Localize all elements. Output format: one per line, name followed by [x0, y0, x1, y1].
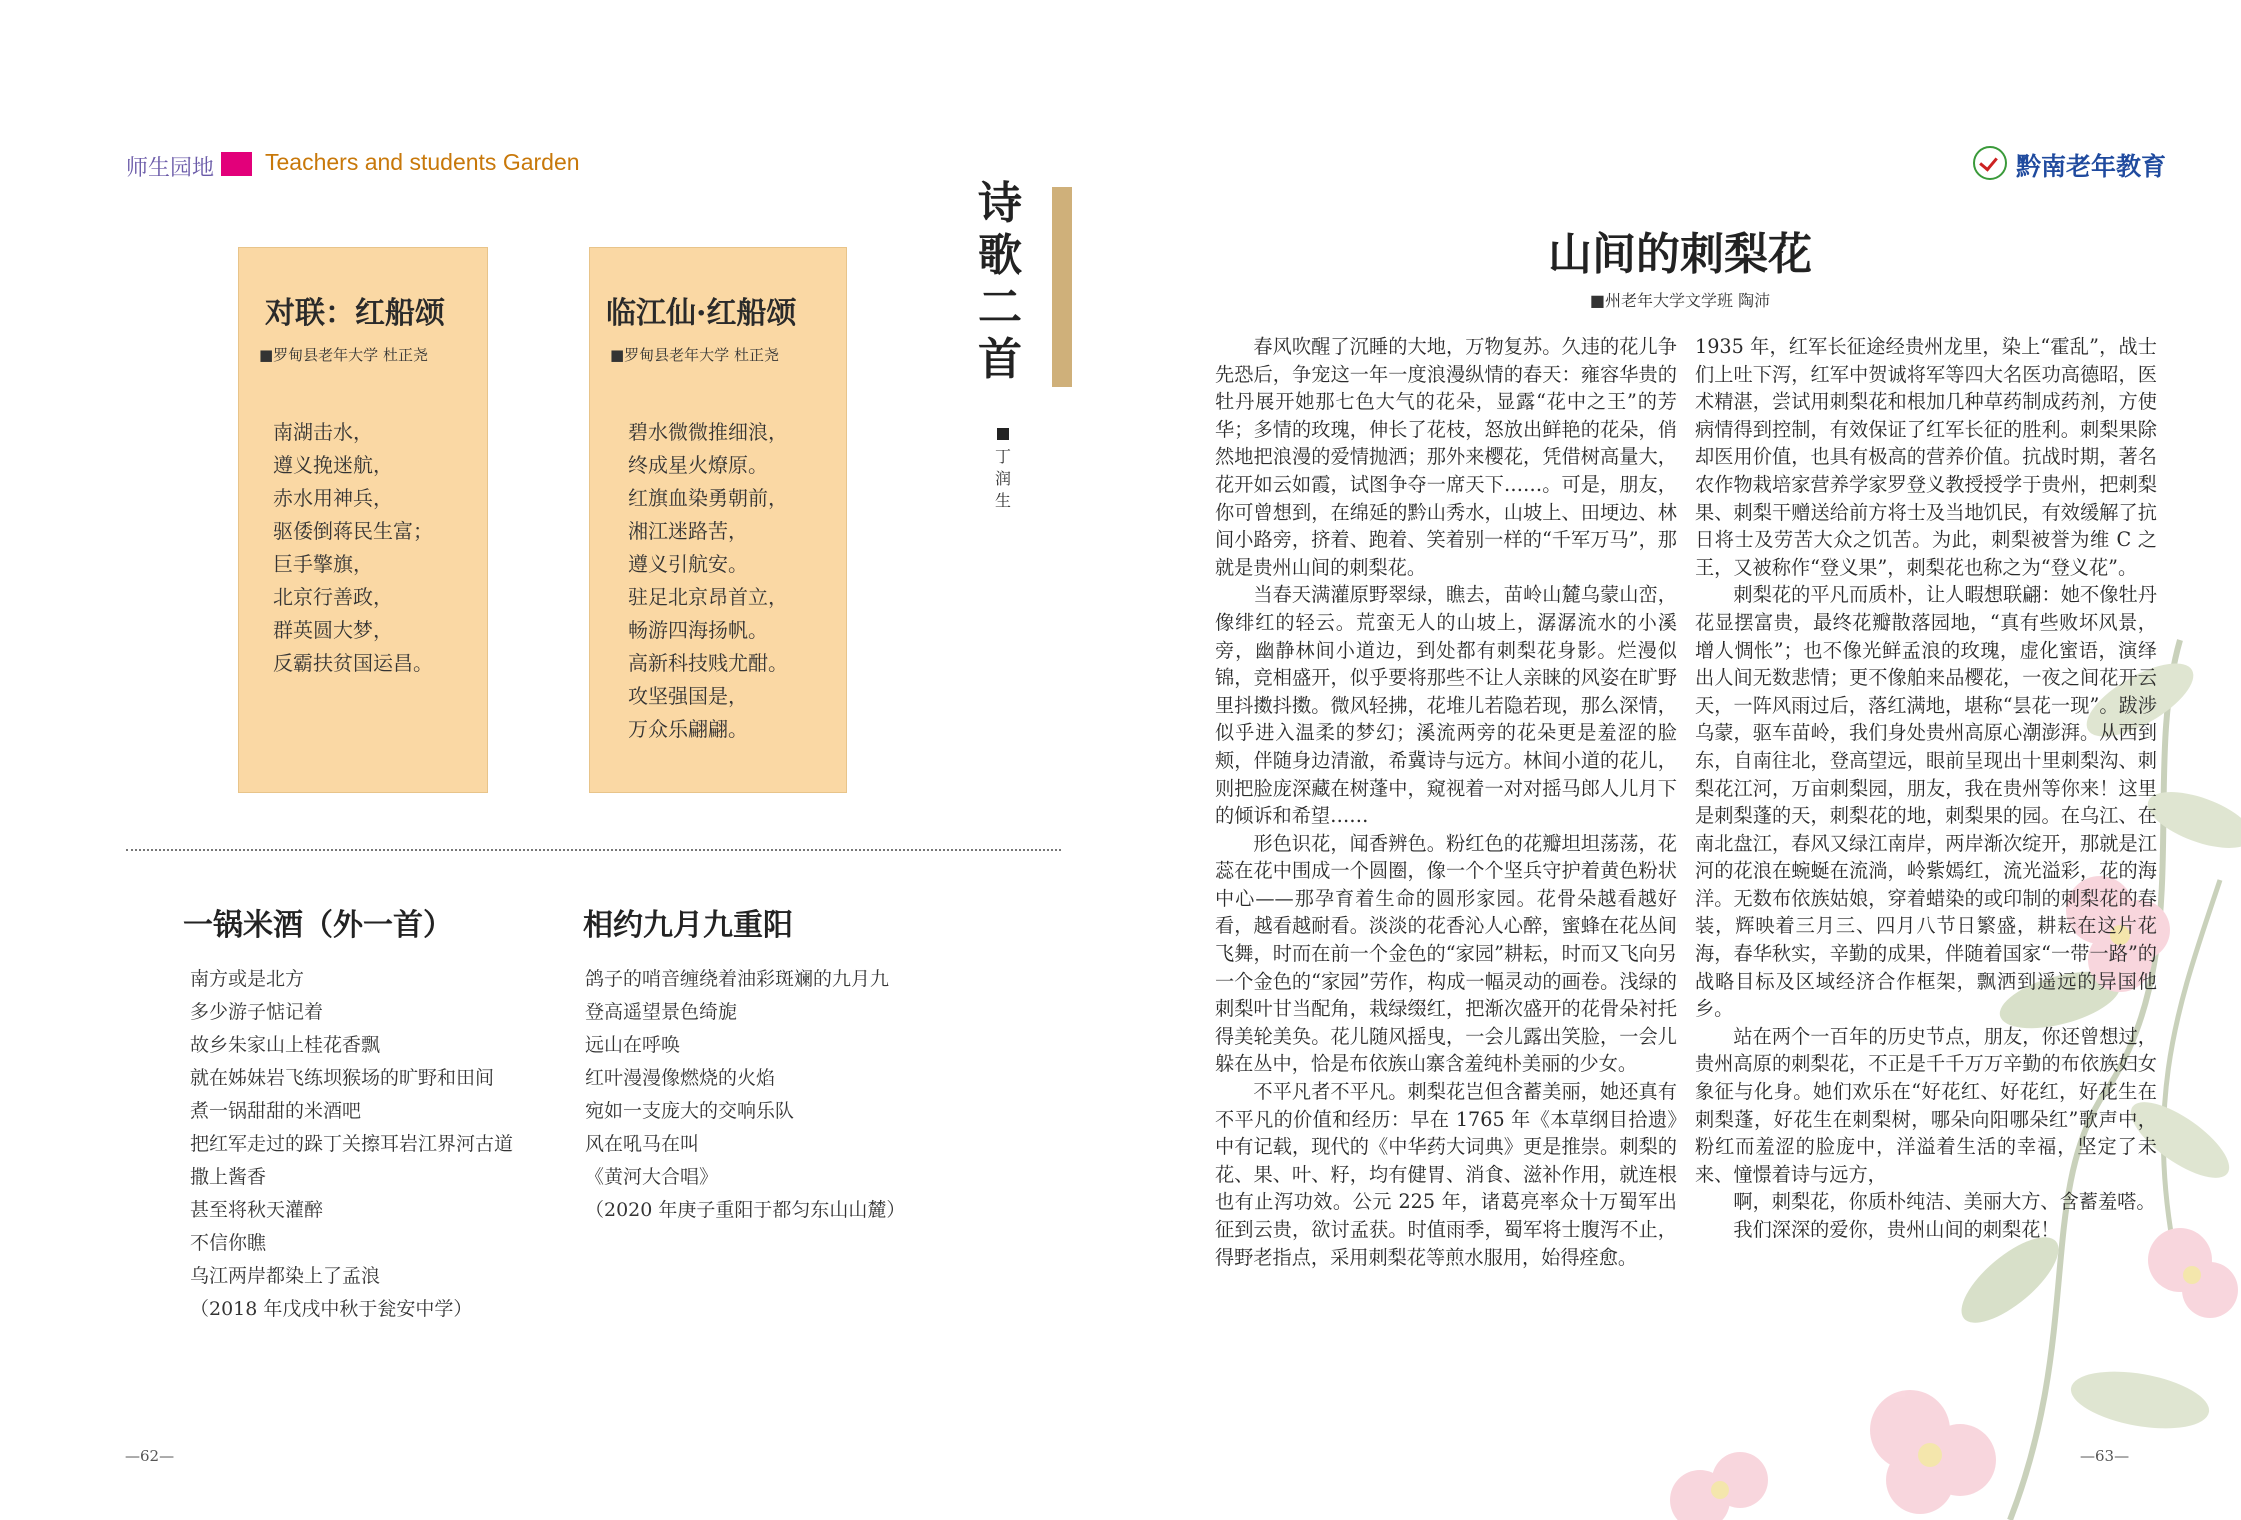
poem-line: 多少游子惦记着: [190, 1001, 324, 1023]
article-paragraph: 刺梨花的平凡而质朴，让人暇想联翩：她不像牡丹花显摆富贵，最终花瓣散落园地，“真有些败坏风景，增人惆怅”；也不像光鲜孟浪的玫瑰，虚化蜜语，演绎出人间无数悲情；更不像舶来品樱花，一夜之间花开云天，一阵风雨过后，落红满地，堪称“昙花一现”。跋涉乌蒙，驱车苗岭，我们身处贵州高原心潮澎湃。从西到东，自南往北，登高望远，眼前呈现出十里刺梨沟、刺梨花江河，万亩刺梨园，朋友，我在贵州等你来！这里是刺梨蓬的天，刺梨花的地，刺梨果的园。在乌江、在南北盘江，春风又绿江南岸，两岸渐次绽开，那就是江河的花浪在蜿蜒在流淌，岭紫嫣红，流光溢彩，花的海洋。无数布依族姑娘，穿着蜡染的或印制的刺梨花的春装，辉映着三月三、四月八节日繁盛，耕耘在这片花海，春华秋实，辛勤的成果，伴随着国家“一带一路”的战略目标及区域经济合作框架，飘洒到遥远的异国他乡。: [1695, 583, 2157, 1021]
poem-line: （2020 年庚子重阳于都匀东山山麓）: [585, 1199, 906, 1221]
poem-line: 终成星火燎原。: [628, 453, 768, 477]
vertical-char: 生: [994, 491, 1011, 510]
poem-line: 湘江迷路苦，: [628, 519, 748, 543]
title-accent-bar: [1052, 187, 1072, 387]
poem-author: ■罗甸县老年大学 杜正尧: [610, 346, 779, 364]
poem-title: 相约九月九重阳: [583, 908, 793, 943]
author-marker: [997, 428, 1009, 440]
poem-4-lines: [585, 963, 905, 1227]
vertical-char: 二: [978, 282, 1022, 333]
poem-line: 驱倭倒蒋民生富；: [273, 519, 433, 543]
poem-title: 对联：红船颂: [265, 296, 445, 331]
poem-line: 赤水用神兵，: [273, 486, 393, 510]
poem-line: （2018 年戊戌中秋于瓮安中学）: [190, 1298, 473, 1320]
poem-line: 红叶漫漫像燃烧的火焰: [585, 1067, 776, 1089]
poem-line: 攻坚强国是，: [628, 684, 748, 708]
article-paragraph: 不平凡者不平凡。刺梨花岂但含蓄美丽，她还真有不平凡的价值和经历：早在 1765 年《本草纲目拾遗》中有记载，现代的《中华药大词典》更是推崇。刺梨的花、果、叶、籽，均有健胃、消食、滋补作用，就连根也有止泻功效。公元 225 年，诸葛亮率众十万蜀军出征到云贵，欲讨孟获。时值雨季，蜀军将士腹泻不止，得野老指点，采用刺梨花等煎水服用，始得痊愈。: [1215, 1080, 1677, 1269]
author-chars: [993, 446, 1013, 512]
article-paragraph: 我们深深的爱你，贵州山间的刺梨花！: [1733, 1218, 2060, 1241]
poem-lines: [628, 416, 788, 746]
vertical-char: 诗: [978, 178, 1022, 229]
article-byline: ■州老年大学文学班 陶沛: [1589, 291, 1771, 310]
vertical-char: 丁: [994, 447, 1011, 466]
section-marker: [221, 152, 252, 176]
poem-line: 撒上酱香: [190, 1166, 267, 1188]
article-paragraph: 形色识花，闻香辨色。粉红色的花瓣坦坦荡荡，花蕊在花中围成一个圆圈，像一个个坚兵守护着黄色粉状中心——那孕育着生命的圆形家园。花骨朵越看越好看，越看越耐看。淡淡的花香沁人心醉，蜜蜂在花丛间飞舞，时而在前一个金色的“家园”耕耘，时而又飞向另一个金色的“家园”劳作，构成一幅灵动的画卷。浅绿的刺梨叶甘当配角，栽绿缀红，把渐次盛开的花骨朵衬托得美轮美奂。花儿随风摇曳，一会儿露出笑脸，一会儿躲在丛中，恰是布依族山寨含羞纯朴美丽的少女。: [1215, 831, 1677, 1076]
article-paragraph: 春风吹醒了沉睡的大地，万物复苏。久违的花儿争先恐后，争宠这一年一度浪漫纵情的春天：雍容华贵的牡丹展开她那七色大气的花朵，显露“花中之王”的芳华；多情的玫瑰，伸长了花枝，怒放出鲜艳的花朵，俏然地把浪漫的爱情抛洒；那外来樱花，凭借树高量大，花开如云如霞，试图争夺一席天下……。可是，朋友，你可曾想到，在绵延的黔山秀水，山坡上、田埂边、林间小路旁，挤着、跑着、笑着别一样的“千军万马”，那就是贵州山间的刺梨花。: [1215, 335, 1677, 579]
poem-line: 遵义挽迷航，: [273, 453, 393, 477]
poem-line: 风在吼马在叫: [585, 1133, 700, 1155]
school-logo-icon: [1973, 146, 2007, 180]
poem-line: 巨手擎旗，: [273, 552, 373, 576]
section-title-cn: 师生园地: [126, 156, 215, 181]
poem-line: 鸽子的哨音缠绕着油彩斑斓的九月九: [585, 968, 890, 990]
poem-line: 《黄河大合唱》: [585, 1166, 719, 1188]
feature-vertical-title: [975, 178, 1025, 386]
poem-line: 煮一锅甜甜的米酒吧: [190, 1100, 362, 1122]
poem-line: 南湖击水，: [273, 420, 373, 444]
article-paragraph: 当春天满灌原野翠绿，瞧去，苗岭山麓乌蒙山峦，像绯红的轻云。荒蛮无人的山坡上，潺潺流水的小溪旁，幽静林间小道边，到处都有刺梨花身影。烂漫似锦，竞相盛开，似乎要将那些不让人亲睐的风姿在旷野里抖擞抖擞。微风轻拂，花堆儿若隐若现，那么深情，似乎进入温柔的梦幻；溪流两旁的花朵更是羞涩的脸颊，伴随身边清澈，希冀诗与远方。林间小道的花儿，则把脸庞深藏在树蓬中，窥视着一对对摇马郎人儿月下的倾诉和希望……: [1215, 583, 1677, 828]
poem-line: 登高遥望景色绮旎: [585, 1001, 738, 1023]
article-paragraph: 站在两个一百年的历史节点，朋友，你还曾想过，贵州高原的刺梨花，不正是千千万万辛勤的布依族妇女象征与化身。她们欢乐在“好花红、好花红，好花生在刺梨蓬，好花生在刺梨树，哪朵向阳哪朵红”歌声中，粉红而羞涩的脸庞中，洋溢着生活的幸福，坚定了未来、憧憬着诗与远方，: [1695, 1024, 2157, 1186]
section-title-en: Teachers and students Garden: [265, 149, 580, 175]
article-title: 山间的刺梨花: [1548, 229, 1812, 280]
section-divider: [126, 849, 1061, 851]
poem-line: 就在姊妹岩飞练坝猴场的旷野和田间: [190, 1067, 495, 1089]
poem-lines: [273, 416, 433, 680]
page-number-left: —62—: [125, 1447, 175, 1465]
poem-line: 遵义引航安。: [628, 552, 748, 576]
poem-line: 远山在呼唤: [585, 1034, 681, 1056]
poem-line: 反霸扶贫国运昌。: [273, 651, 433, 675]
poem-line: 故乡朱家山上桂花香飘: [190, 1034, 381, 1056]
poem-box-1: [238, 247, 488, 793]
poem-line: 群英圆大梦，: [273, 618, 393, 642]
poem-line: 万众乐翩翩。: [628, 717, 748, 741]
vertical-title-chars: [975, 178, 1025, 386]
poem-line: 宛如一支庞大的交响乐队: [585, 1100, 795, 1122]
poem-3-lines: [190, 963, 513, 1326]
page-number-right: —63—: [2080, 1447, 2130, 1465]
article-column-2: [1695, 333, 2157, 1244]
poem-line: 把红军走过的跺丁关擦耳岩江界河古道: [190, 1133, 514, 1155]
poem-line: 不信你瞧: [190, 1232, 267, 1254]
poem-line: 驻足北京昂首立，: [628, 585, 788, 609]
poem-box-2: [589, 247, 847, 793]
vertical-char: 歌: [978, 230, 1022, 281]
article-column-1: [1215, 333, 1677, 1271]
poem-line: 碧水微微推细浪，: [628, 420, 788, 444]
poem-line: 甚至将秋天灌醉: [190, 1199, 324, 1221]
feature-author: [993, 424, 1013, 512]
poem-title: 临江仙·红船颂: [606, 296, 797, 331]
poem-author: ■罗甸县老年大学 杜正尧: [259, 346, 428, 364]
poem-title: 一锅米酒（外一首）: [183, 908, 453, 943]
poem-line: 畅游四海扬帆。: [628, 618, 768, 642]
poem-line: 高新科技贱尤酣。: [628, 651, 788, 675]
vertical-char: 首: [978, 334, 1022, 385]
poem-line: 红旗血染勇朝前，: [628, 486, 788, 510]
brand-title: 黔南老年教育: [2016, 152, 2167, 181]
vertical-char: 润: [994, 469, 1011, 488]
poem-line: 乌江两岸都染上了孟浪: [190, 1265, 381, 1287]
article-paragraph: 啊，刺梨花，你质朴纯洁、美丽大方、含蓄羞嗒。: [1733, 1190, 2156, 1214]
poem-line: 南方或是北方: [190, 968, 305, 990]
poem-line: 北京行善政，: [273, 585, 393, 609]
article-paragraph: 1935 年，红军长征途经贵州龙里，染上“霍乱”，战士们上吐下泻，红军中贺诚将军等四大名医功高德昭，医术精湛，尝试用刺梨花和根加几种草药制成药剂，方使病情得到控制，有效保证了红军长征的胜利。刺梨果除却医用价值，也具有极高的营养价值。抗战时期，著名农作物栽培家营养学家罗登义教授授学于贵州，把刺梨果、刺梨干赠送给前方将士及当地饥民，有效缓解了抗日将士及劳苦大众之饥苦。为此，刺梨被誉为维 C 之王，又被称作“登义果”，刺梨花也称之为“登义花”。: [1695, 335, 2157, 579]
